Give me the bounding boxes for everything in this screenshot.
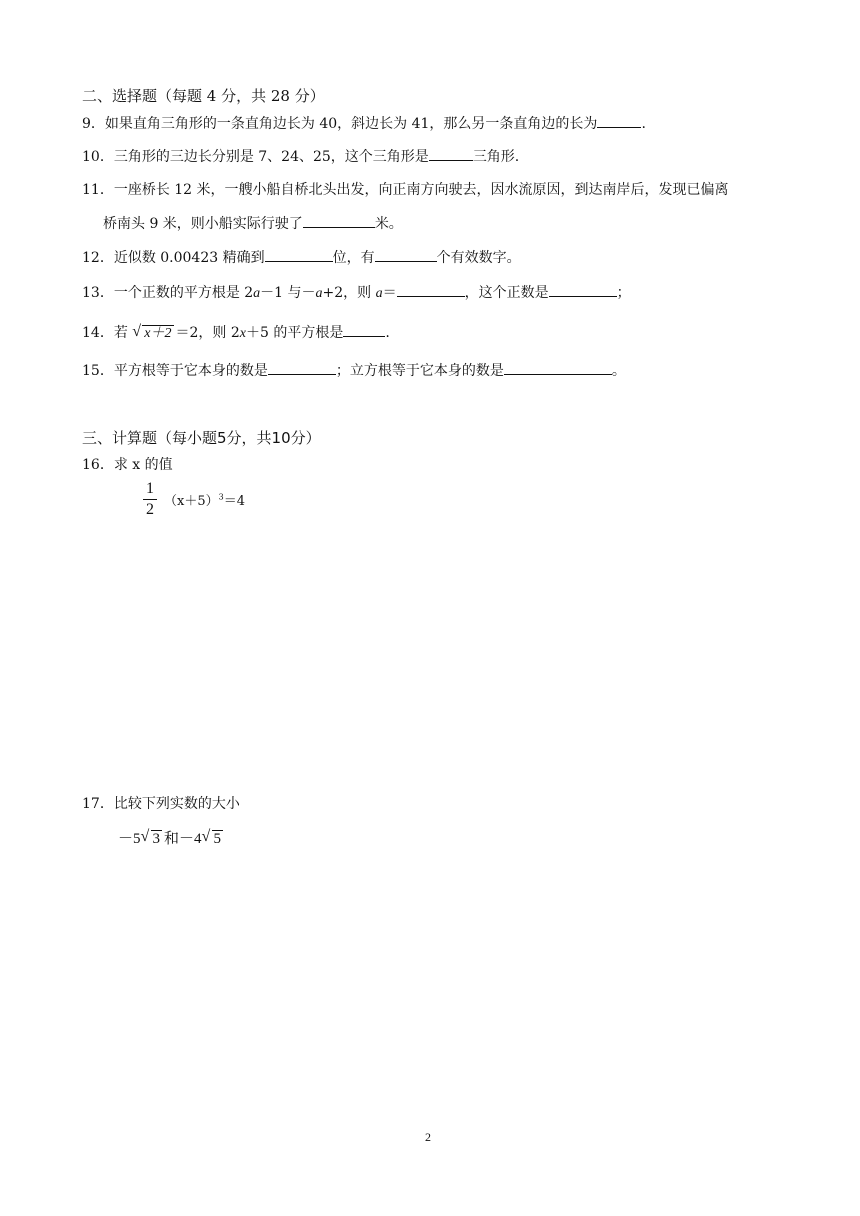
fraction-one-half: 1 2	[143, 480, 157, 519]
section3-title: 三、计算题（每小题5分，共10分）	[82, 429, 321, 447]
answer-blank[interactable]	[265, 247, 333, 262]
answer-blank[interactable]	[597, 113, 641, 128]
sqrt-5: √ 5	[201, 828, 222, 847]
answer-blank[interactable]	[397, 282, 465, 297]
question-17-label: 17．比较下列实数的大小	[82, 796, 240, 812]
answer-blank[interactable]	[343, 322, 385, 337]
question-11-line2: 桥南头 9 米，则小船实际行驶了 米。	[103, 213, 403, 234]
question-13: 13．一个正数的平方根是 2a－1 与－a+2，则 a＝ ，这个正数是 ；	[82, 282, 631, 304]
page-number: 2	[425, 1130, 431, 1144]
answer-blank[interactable]	[303, 213, 375, 228]
answer-blank[interactable]	[268, 360, 336, 375]
sqrt-3: √ 3	[140, 828, 161, 847]
question-11-line1: 11．一座桥长 12 米，一艘小船自桥北头出发，向正南方向驶去，因水流原因，到达南岸后，发现已偏离	[82, 182, 729, 198]
question-12: 12．近似数 0.00423 精确到 位，有 个有效数字。	[82, 247, 521, 268]
section2-title: 二、选择题（每题 4 分，共 28 分）	[82, 87, 325, 105]
question-9: 9．如果直角三角形的一条直角边长为 40，斜边长为 41，那么另一条直角边的长为 .	[82, 113, 646, 134]
sqrt-expression: √ x＋2	[132, 323, 172, 341]
question-17-expression: －5 √ 3 和－4 √ 5	[118, 828, 222, 847]
question-16-label: 16．求 x 的值	[82, 457, 173, 473]
answer-blank[interactable]	[504, 360, 612, 375]
answer-blank[interactable]	[375, 247, 437, 262]
question-10: 10．三角形的三边长分别是 7、24、25，这个三角形是 三角形.	[82, 146, 519, 167]
question-16-equation: $(x+5)^3=4$	[164, 492, 245, 509]
answer-blank[interactable]	[549, 282, 617, 297]
question-14: 14．若 √ x＋2 ＝2，则 2x＋5 的平方根是 .	[82, 322, 390, 344]
answer-blank[interactable]	[429, 146, 473, 161]
question-15: 15．平方根等于它本身的数是 ；立方根等于它本身的数是 。	[82, 360, 626, 381]
